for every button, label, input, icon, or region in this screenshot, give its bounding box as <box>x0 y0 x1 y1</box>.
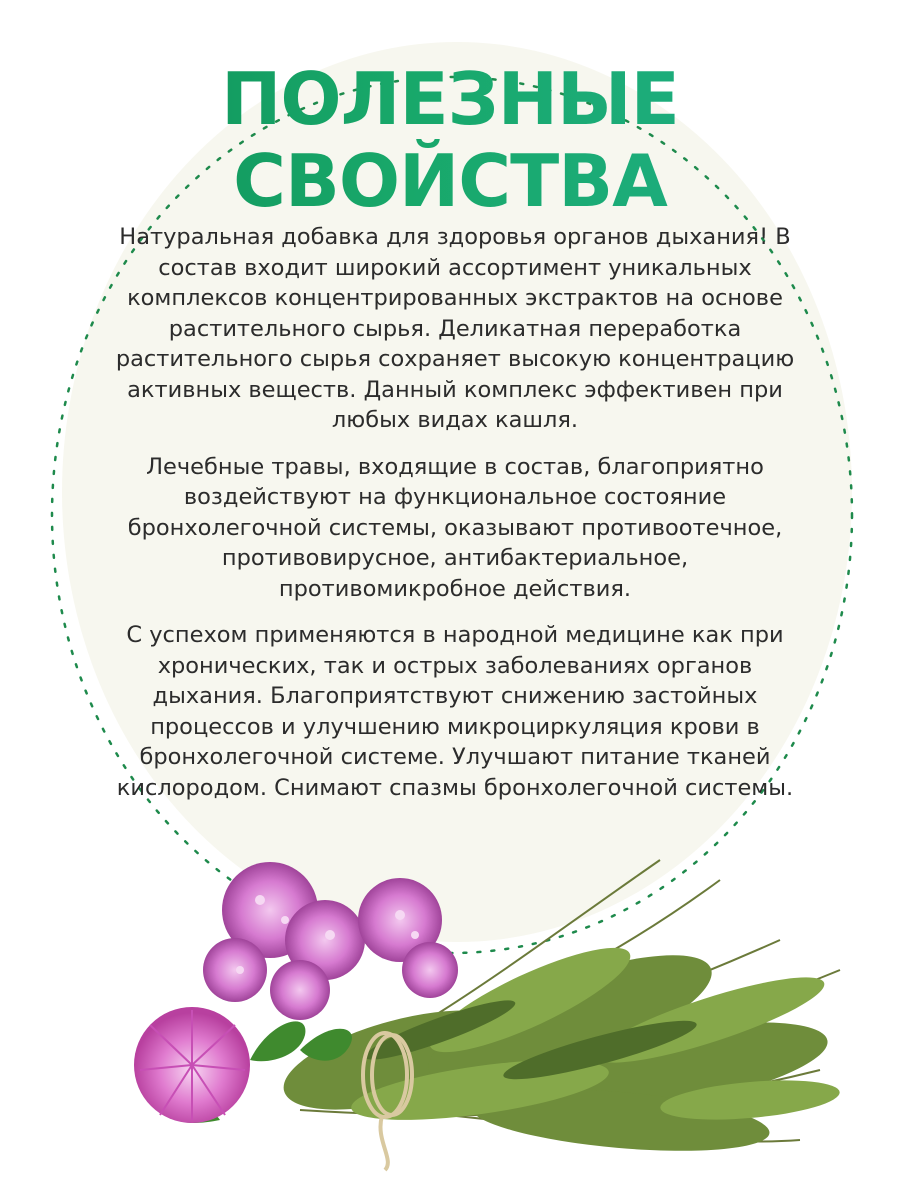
paragraph-effects: Лечебные травы, входящие в состав, благоприятно воздействуют на функциональное состояние бронхолегочной системы, оказывают противоотечное, противовирусное, антибактериальное, противомикробное действия. <box>127 453 783 602</box>
page-title <box>0 58 900 222</box>
herb-bouquet-illustration <box>100 820 880 1180</box>
paragraph-usage: С успехом применяются в народной медицине как при хронических, так и острых заболеваниях органов дыхания. Благоприятствуют снижению застойных процессов и улучшению микроциркуляция крови в бронхолегочной системе. Улучшают питание тканей кислородом. Снимают спазмы бронхолегочной системы. <box>116 622 794 801</box>
description-block <box>110 222 800 819</box>
title-line-1: ПОЛЕЗНЫЕ <box>221 57 679 141</box>
paragraph-intro: Натуральная добавка для здоровья органов дыхания! В состав входит широкий ассортимент уникальных комплексов концентрированных экстрактов на основе растительного сырья. Деликатная переработка растительного сырья сохраняет высокую концентрацию активных веществ. Данный комплекс эффективен при любых видах кашля. <box>115 224 795 433</box>
title-line-2: СВОЙСТВА <box>233 139 667 223</box>
